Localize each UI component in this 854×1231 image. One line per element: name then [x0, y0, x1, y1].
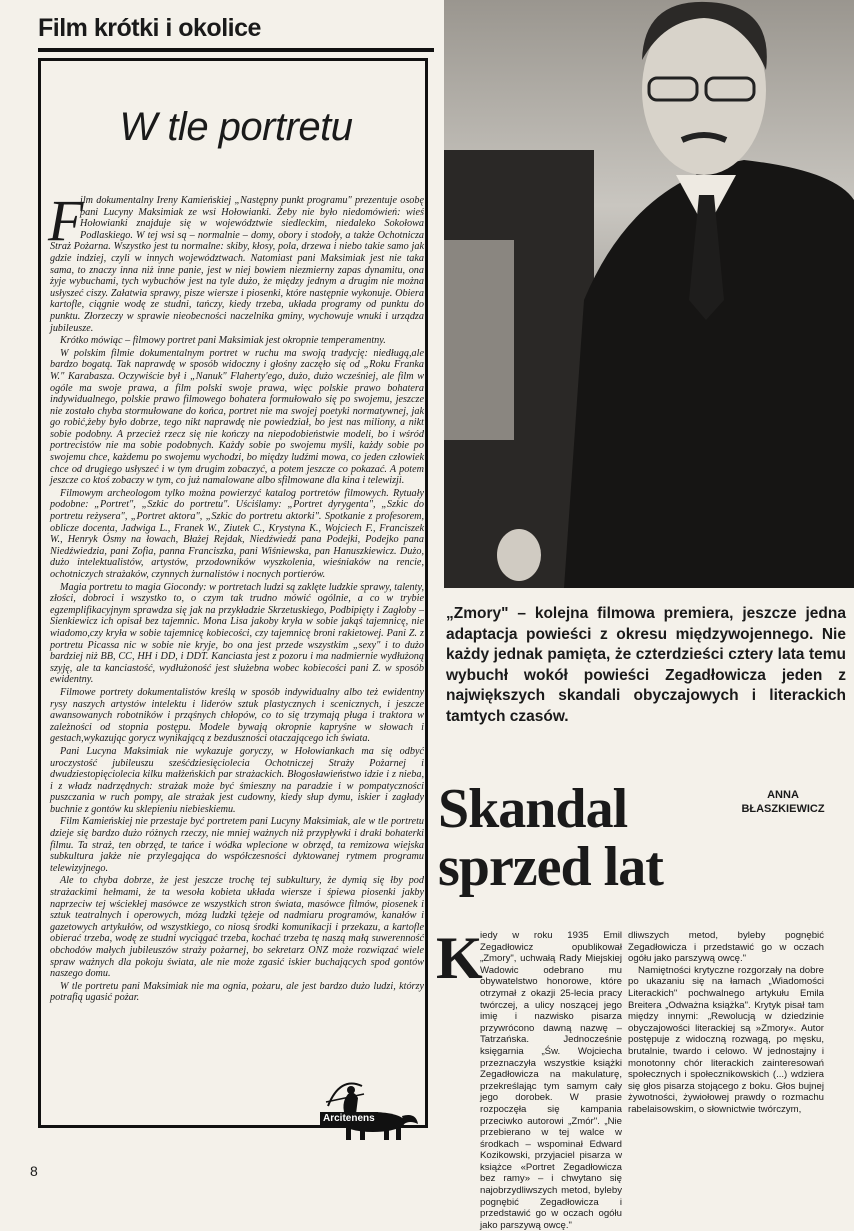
drop-cap: K: [436, 925, 483, 991]
drop-cap: F: [48, 188, 84, 253]
archer-logo-icon: [318, 1072, 422, 1142]
paragraph: dliwszych metod, byleby pognębić Zegadłowicza i przedstawić go w oczach ogółu jako parszywą owcę.": [628, 930, 824, 965]
paragraph: Krótko mówiąc – filmowy portret pani Maksimiak jest okropnie temperamentny.: [60, 335, 386, 347]
film-still-photo: [444, 0, 854, 588]
title-line-2: sprzed lat: [438, 836, 663, 898]
author-first-name: ANNA: [767, 789, 799, 801]
article-headline: W tle portretu: [119, 105, 353, 149]
section-title: Film krótki i okolice: [38, 14, 261, 42]
paragraph: Namiętności krytyczne rozgorzały na dobre po ukazaniu się na łamach „Wiadomości Literackich" pochwalnego artykułu Emila Breitera „Odważna książka". Krytyk pisał tam między innymi: „Rewolucją w dziedzinie obyczajowości literackiej są »Zmory«. Autor postępuje z widoczną rozwagą, po męsku, brutalnie, twardo i celowo. W jednostajny i monotonny chór literackich zainteresowań społecznych i społecznikowskich (...) wdziera się głos pisarza stojącego z boku. Głos bujnej żywotności, żywiołowej prawdy o rozmachu rabelaisowskim, o słownictwie twórczym,: [628, 964, 824, 1115]
text-column-2: [628, 930, 824, 1160]
paragraph: Magia portretu to magia Giocondy: w portretach ludzi są zaklęte ludzkie sprawy, talenty, złości, dobroci i wszystko to, o czym tak trudno mówić ogólnie, a co w trybie egzemplifikacyjnym sprawdza się jak na przykładzie Skrzetuskiego, Podbipięty i Zagłoby – Sienkiewicz ich opisał bez tajemnic. Mona Lisa jakoby kryła w sobie jakąś tajemnicę, nie wiadomo,czy kryła w sobie tajemnicę kobiecości, czy tajemnicę broni rakietowej. Pani Z. z portretu Picassa nic w sobie nie kryje, bo ona jest przede wszystkim „sexy" i to dużo bardziej niż BB, CC, HH i DD, i DDT. Kanciasta jest z pozoru i ma nadmiernie wydłużoną szyję, ale ta kanciastość, wydłużoność jest służebna wobec kobiecości pani Z. w sposób ewidentny.: [50, 581, 424, 686]
paragraph: Pani Lucyna Maksimiak nie wykazuje goryczy, w Hołowiankach ma się odbyć uroczystość jubileuszu sześćdziesięciolecia Ochotniczej Straży Pożarnej i dwudziestopięciolecia kilku małżeńskich par strażackich. Błogosławieństwo idzie i z nieba, i z władz nadrzędnych: strażak może być śmieszny na paradzie i w pompatyczności puszczania w ruch pompy, ale strażak jest cudowny, kiedy słup dymu, iskier i zagłady buchnie z gontów ku sklepieniu niebieskiemu.: [50, 745, 424, 815]
paragraph: Filmowym archeologom tylko można powierzyć katalog portretów filmowych. Rytuały podobne: „Portret", „Szkic do portretu". Uściślamy: „Portret dyrygenta", „Szkic do portretu reżysera", „Portret aktora", „Szkic do portretu aktorki". Spotkanie z profesorem, oblicze docenta, Jadwiga L., Franek W., Ziutek C., Krystyna K., Wojciech F., Franciszek W., Henryk Ósmy na łowach, Błażej Rejdak, Niedźwiedź pana Podejki, Podejko pana Niedźwiedzia, pani Zofia, panna Franciszka, pani Wiśniewska, pan Hanuszkiewicz. Dużo, dużo intelektualistów, artystów, przodowników wyszkolenia, wieśniaków na rencie, ochotniczych strażaków, czynnych żurnalistów i nocnych portierów.: [50, 487, 424, 580]
paragraph: W polskim filmie dokumentalnym portret w ruchu ma swoją tradycję: niedługą,ale bardzo bogatą. Tak naprawdę w sposób widoczny i głośny zaczęło się od „Roku Franka W." Karabasza. Oczywiście był i „Nanuk" Flaherty'ego, dużo, dużo wcześniej, ale film w ogóle ma swoje prawa, a film polski swoje prawa, więc polskie prawo bohatera indywidualnego, polskie prawo filmowego bohatera formułowało się po swojemu, jeszcze nie zostało chyba stormułowane do końca, portret nie ma swojej poetyki normatywnej, jak go robić,żeby było dobrze, tego nikt naprawdę nie powiedział, bo jest nas miliony, a nikt sobie podobny. A przecież rzecz się nie kończy na niepodobieństwie modeli, bo i wśród portrecistów nie ma sobie podobnych. Każdy sobie po swojemu myśli, każdy sobie po swojemu chce, każdemu po swojemu wychodzi, bo między ludźmi mowa, co jeden człowiek chce od drugiego usłyszeć i w tym drugim zobaczyć, a potem jeszcze co pokazać. A potem jeszcze co ktoś zobaczy w tym, co już namalowane albo sfilmowane dla kina i telewizji.: [50, 347, 424, 487]
paragraph: Filmowe portrety dokumentalistów kreślą w sposób indywidualny albo też ewidentny rysy naszych artystów intelektu i liderów sztuk plastycznych i scenicznych, i jeszcze awansowanych robotników i prząśnych chłopów, co to się trzymają pługa i traktora w zależności od stopnia postępu. Modele bywają okropnie kapryśne w słowach i gestach,wykazując gorycz wynikającą z bezduszności otaczającego ich świata.: [50, 686, 424, 745]
article-body: [50, 195, 424, 1055]
header-rule: [38, 48, 434, 52]
paragraph: ilm dokumentalny Ireny Kamieńskiej „Następny punkt programu" prezentuje osobę pani Lucyny Maksimiak ze wsi Hołowianki. Żeby nie było niedomówień: wieś Hołowianki znajduje się w województwie siedleckim, niedaleko Sokołowa Podlaskiego. W tej wsi są – normalnie – domy, obory i stodoły, a także Ochotnicza Straż Pożarna. Wszystko jest tu normalne: skiby, kłosy, pola, drzewa i niebo takie samo jak gdzie indziej, czyli w innych województwach. Natomiast pani Maksimiak jest nie taka sama, to znaczy inna niż inne panie, jest w niej bowiem niezmierny zapas dynamitu, ona żyje wybuchami, tych wybuchów jest na tyle dużo, że między jednym a drugim nie można usłyszeć ciszy. Załatwia sprawy, pisze wiersze i piosenki, które następnie wykonuje. Obiera kartofle, ciągnie wodę ze studni, tańczy, kiedy trzeba, układa programy od punktu do punktu. Złorzeczy w sprawie nieobecności naczelnika gminy, wychowuje wnuki i urządza jubileusze.: [50, 195, 424, 334]
paragraph: W tle portretu pani Maksimiak nie ma ognia, pożaru, ale jest bardzo dużo ludzi, którzy potrafią ugasić pożar.: [50, 980, 424, 1004]
logo-label: Arcitenens: [320, 1112, 378, 1125]
text-column-1: [480, 930, 622, 1231]
title-line-1: Skandal: [438, 778, 628, 840]
author-byline: [733, 788, 833, 816]
article-lead: „Zmory" – kolejna filmowa premiera, jeszcze jedna adaptacja powieści z okresu międzywojennego. Nie każdy jednak pamięta, że czterdzieści cztery lata temu wybuchł wokół powieści Zegadłowicza jeden z największych skandali obyczajowych i literackich tamtych czasów.: [446, 605, 846, 725]
paragraph: iedy w roku 1935 Emil Zegadłowicz opublikował „Zmory", uchwałą Rady Miejskiej Wadowic odebrano mu obywatelstwo honorowe, które otrzymał z okazji 25-lecia pracy twórczej, a ulicy noszącej jego imię i nazwisko pisarza przywrócono dawną nazwę – Tatrzańska. Jednocześnie księgarnia „Św. Wojciecha przeznaczyła wszystkie książki Zegadłowicza na makulaturę, przekreślając tym samym cały jego dorobek. W prasie rozpoczęła się kampania przeciwko autorowi „Zmór". „Nie przebierano w tej walce w środkach – wspominał Edward Kozikowski, przyjaciel pisarza w książce «Portret Zegadłowicza bez ramy» – i chwytano się najobrzydliwszych metod, byleby pognębić Zegadłowicza i przedstawić go w oczach ogółu jako parszywą owcę.": [480, 930, 622, 1231]
article-title: [438, 780, 663, 896]
page-number: 8: [30, 1163, 38, 1179]
author-last-name: BŁASZKIEWICZ: [741, 803, 825, 815]
paragraph: Film Kamieńskiej nie przestaje być portretem pani Lucyny Maksimiak, ale w tle portretu dzieje się bardzo dużo różnych rzeczy, nie mniej ważnych niż przypływki i draki bohaterki filmu. Ta straż, ten obrzęd, te tańce i wódka wplecione w obrzęd, ta remizowa wiejska subkultura jakże nie przylegająca do współczesności dyktowanej rytmem programu telewizyjnego.: [50, 816, 424, 874]
paragraph: Ale to chyba dobrze, że jest jeszcze trochę tej subkultury, że dymią się łby pod strażackimi hełmami, że ta wesoła kobieta układa wiersze i śpiewa piosenki jakby naprzeciw tej wściekłej masówce ze wszystkich stron świata, masówce filmów, piosenek i sztuk teatralnych i operowych, mózg ludzki tężeje od nadmiaru programów, kanałów i gazetowych artykułów, od wszystkiego, co niosą środki komunikacji i przekazu, a kartofle obierać trzeba, wodę ze studni wyciągać trzeba, kochać trzeba tę naszą małą suwerenność obchodów małych jubileuszów straży pożarnej, bo sekretarz ONZ może rozwiązać wiele spraw ważnych dla pokoju świata, ale nie może zgasić iskier buchających spod gontów naszego domu.: [50, 875, 424, 980]
